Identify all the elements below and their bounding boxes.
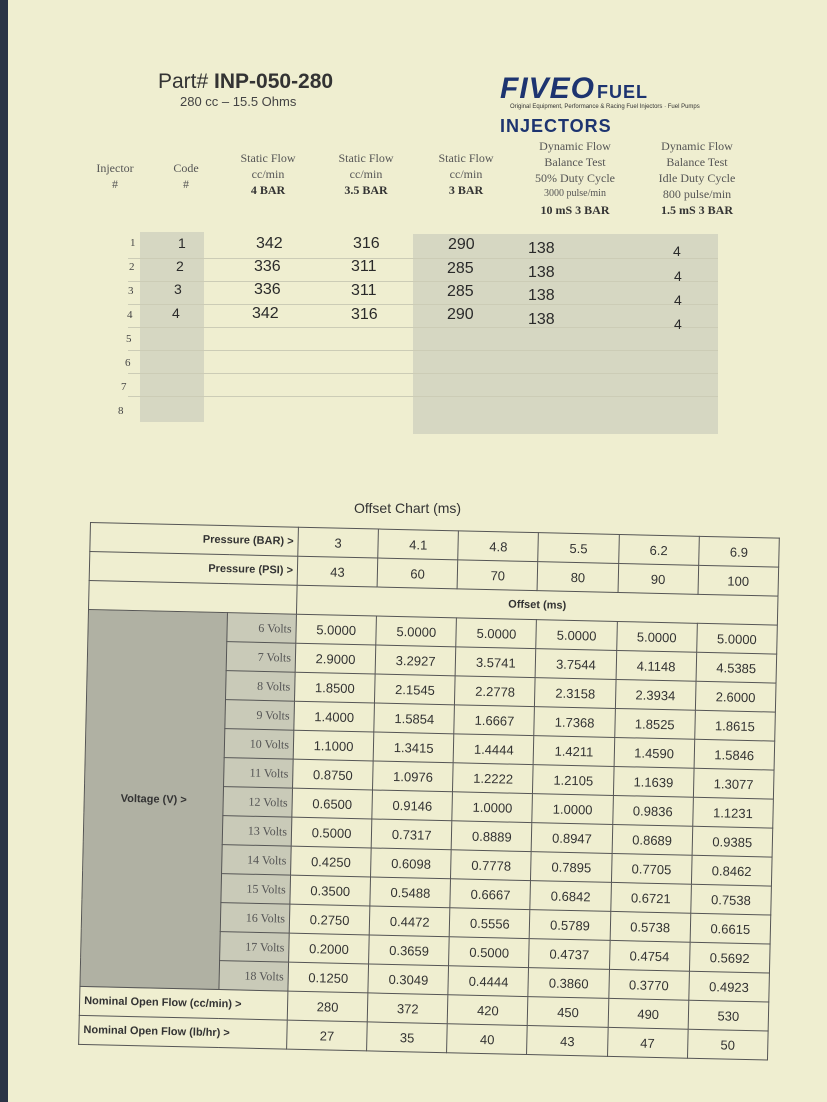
offset-value: 5.0000: [616, 621, 697, 652]
offset-value: 0.7538: [691, 884, 772, 915]
pressure-bar-value: 4.8: [458, 531, 539, 562]
part-subtitle: 280 cc – 15.5 Ohms: [180, 94, 297, 109]
header-static-3bar: Static Flow cc/min 3 BAR: [438, 151, 494, 197]
offset-value: 1.4000: [294, 701, 375, 732]
offset-value: 0.5488: [370, 877, 451, 908]
voltage-row-label: 15 Volts: [221, 874, 291, 905]
offset-value: 0.7778: [451, 850, 532, 881]
voltage-label: Voltage (V) >: [80, 609, 228, 989]
offset-value: 5.0000: [696, 623, 777, 654]
voltage-row-label: 7 Volts: [226, 642, 296, 673]
offset-value: 0.4754: [609, 940, 690, 971]
offset-value: 1.2222: [453, 763, 534, 794]
offset-value: 1.4211: [534, 736, 615, 767]
offset-value: 1.5854: [374, 703, 455, 734]
offset-value: 0.5556: [449, 908, 530, 939]
offset-value: 0.3659: [369, 935, 450, 966]
spec-sheet: [8, 0, 827, 1102]
pressure-bar-label: Pressure (BAR) >: [90, 523, 299, 557]
voltage-row-label: 18 Volts: [219, 961, 289, 992]
offset-value: 0.8750: [293, 759, 374, 790]
offset-value: 2.9000: [295, 643, 376, 674]
fiveo-logo: FIVEO FUEL INJECTORS Original Equipment, Performance & Racing Fuel Injectors · Fuel Pumps: [500, 72, 700, 136]
nominal-cc-label: Nominal Open Flow (cc/min) >: [79, 986, 288, 1020]
nominal-cc-value: 530: [688, 1000, 769, 1031]
offset-value: 0.5692: [689, 942, 770, 973]
voltage-row-label: 11 Volts: [224, 758, 294, 789]
nominal-cc-value: 372: [367, 993, 448, 1024]
row-number: 7: [121, 381, 127, 393]
static-3bar-value: 285: [447, 260, 474, 277]
nominal-lb-value: 35: [367, 1022, 448, 1053]
static-3bar-value: 285: [447, 283, 474, 300]
offset-value: 0.8462: [691, 855, 772, 886]
offset-value: 0.9836: [612, 795, 693, 826]
nominal-lb-value: 27: [287, 1020, 368, 1051]
pressure-psi-value: 70: [457, 560, 538, 591]
offset-value: 0.3500: [290, 875, 371, 906]
pressure-psi-value: 43: [297, 556, 378, 587]
row-number: 8: [118, 405, 124, 417]
blank-corner: [89, 580, 298, 614]
offset-value: 0.6500: [292, 788, 373, 819]
offset-value: 2.3158: [535, 678, 616, 709]
offset-value: 1.8615: [695, 710, 776, 741]
offset-value: 0.5738: [610, 911, 691, 942]
offset-value: 1.7368: [534, 707, 615, 738]
offset-value: 1.4590: [614, 737, 695, 768]
offset-value: 4.1148: [616, 650, 697, 681]
offset-value: 0.6615: [690, 913, 771, 944]
code-value: 1: [178, 235, 186, 251]
pressure-bar-value: 3: [298, 527, 379, 558]
static-35bar-value: 316: [351, 306, 378, 323]
offset-value: 1.3077: [693, 768, 774, 799]
offset-value: 0.1250: [288, 962, 369, 993]
offset-value: 1.5846: [694, 739, 775, 770]
offset-value: 0.6721: [610, 882, 691, 913]
voltage-row-label: 9 Volts: [225, 700, 295, 731]
offset-value: 0.9146: [372, 790, 453, 821]
offset-value: 0.3860: [528, 968, 609, 999]
offset-value: 1.3415: [373, 732, 454, 763]
row-number: 3: [128, 285, 134, 297]
voltage-row-label: 16 Volts: [220, 903, 290, 934]
offset-value: 0.4737: [529, 939, 610, 970]
offset-value: 1.1231: [693, 797, 774, 828]
nominal-lb-value: 43: [527, 1026, 608, 1057]
offset-value: 3.7544: [536, 649, 617, 680]
static-35bar-value: 311: [351, 282, 377, 299]
pressure-psi-value: 90: [618, 563, 699, 594]
offset-value: 0.3770: [608, 969, 689, 1000]
offset-value: 4.5385: [696, 652, 777, 683]
offset-value: 0.4444: [448, 966, 529, 997]
voltage-row-label: 13 Volts: [222, 816, 292, 847]
nominal-cc-value: 280: [287, 991, 368, 1022]
code-value: 2: [176, 258, 184, 274]
dynamic-50-value: 138: [528, 287, 555, 304]
offset-value: 0.9385: [692, 826, 773, 857]
voltage-row-label: 17 Volts: [220, 932, 290, 963]
offset-value: 3.2927: [375, 645, 456, 676]
offset-value: 2.6000: [695, 681, 776, 712]
nominal-cc-value: 490: [608, 998, 689, 1029]
offset-value: 0.5789: [530, 910, 611, 941]
offset-value: 0.6098: [371, 848, 452, 879]
offset-value: 0.4250: [291, 846, 372, 877]
voltage-row-label: 6 Volts: [227, 613, 297, 644]
part-number: Part# INP-050-280: [158, 70, 334, 93]
offset-value: 1.0000: [532, 794, 613, 825]
offset-value: 1.4444: [453, 734, 534, 765]
pressure-bar-value: 6.2: [618, 535, 699, 566]
offset-value: 0.7705: [611, 853, 692, 884]
offset-value: 0.5000: [291, 817, 372, 848]
offset-value: 2.1545: [375, 674, 456, 705]
offset-value: 1.0976: [373, 761, 454, 792]
offset-value: 1.1639: [613, 766, 694, 797]
offset-value: 0.6842: [530, 881, 611, 912]
offset-value: 1.8525: [614, 708, 695, 739]
pressure-psi-value: 80: [538, 562, 619, 593]
row-number: 2: [129, 261, 135, 273]
offset-value: 0.8947: [532, 823, 613, 854]
dynamic-idle-value: 4: [674, 292, 682, 308]
pressure-bar-value: 5.5: [538, 533, 619, 564]
nominal-cc-value: 420: [448, 995, 529, 1026]
dynamic-idle-value: 4: [674, 268, 682, 284]
static-35bar-value: 311: [351, 258, 377, 275]
static-3bar-value: 290: [447, 306, 474, 323]
offset-label: Offset (ms): [296, 585, 778, 625]
nominal-lb-value: 40: [447, 1024, 528, 1055]
offset-value: 0.7895: [531, 852, 612, 883]
nominal-cc-value: 450: [528, 997, 609, 1028]
dynamic-idle-value: 4: [674, 316, 682, 332]
offset-value: 0.6667: [450, 879, 531, 910]
nominal-lb-value: 47: [607, 1027, 688, 1058]
header-static-35bar: Static Flow cc/min 3.5 BAR: [338, 151, 394, 197]
offset-value: 0.8889: [451, 821, 532, 852]
voltage-row-label: 12 Volts: [223, 787, 293, 818]
voltage-row-label: 8 Volts: [226, 671, 296, 702]
static-4bar-value: 336: [254, 281, 281, 298]
header-static-4bar: Static Flow cc/min 4 BAR: [240, 151, 296, 197]
offset-value: 0.5000: [449, 937, 530, 968]
offset-value: 0.2000: [289, 933, 370, 964]
dynamic-50-value: 138: [528, 311, 555, 328]
pressure-bar-value: 4.1: [378, 529, 459, 560]
static-4bar-value: 342: [256, 235, 283, 252]
row-number: 5: [126, 333, 132, 345]
offset-value: 1.2105: [533, 765, 614, 796]
offset-value: 0.8689: [612, 824, 693, 855]
static-4bar-value: 336: [254, 258, 281, 275]
offset-value: 0.7317: [371, 819, 452, 850]
offset-value: 5.0000: [376, 616, 457, 647]
static-4bar-value: 342: [252, 305, 279, 322]
offset-value: 1.1000: [293, 730, 374, 761]
dynamic-50-value: 138: [528, 264, 555, 281]
offset-value: 0.4472: [369, 906, 450, 937]
offset-value: 3.5741: [455, 647, 536, 678]
voltage-row-label: 14 Volts: [222, 845, 292, 876]
row-number: 6: [125, 357, 131, 369]
voltage-row-label: 10 Volts: [224, 729, 294, 760]
offset-value: 0.2750: [289, 904, 370, 935]
offset-value: 0.3049: [368, 964, 449, 995]
pressure-psi-value: 60: [377, 558, 458, 589]
nominal-lb-label: Nominal Open Flow (lb/hr) >: [79, 1015, 288, 1049]
pressure-psi-label: Pressure (PSI) >: [89, 552, 298, 586]
offset-value: 1.6667: [454, 705, 535, 736]
pressure-psi-value: 100: [698, 565, 779, 596]
row-number: 4: [127, 309, 133, 321]
offset-value: 5.0000: [296, 614, 377, 645]
offset-value: 0.4923: [689, 971, 770, 1002]
dynamic-50-value: 138: [528, 240, 555, 257]
code-value: 3: [174, 281, 182, 297]
nominal-lb-value: 50: [687, 1029, 768, 1060]
offset-value: 5.0000: [456, 618, 537, 649]
offset-value: 1.0000: [452, 792, 533, 823]
offset-value: 2.2778: [455, 676, 536, 707]
offset-value: 2.3934: [615, 679, 696, 710]
dynamic-idle-value: 4: [673, 243, 681, 259]
header-code: Code #: [173, 161, 199, 191]
offset-chart-table: [78, 522, 780, 1061]
header-dynamic-idle: Dynamic Flow Balance Test Idle Duty Cycle 800 pulse/min 1.5 mS 3 BAR: [658, 139, 736, 217]
offset-value: 5.0000: [536, 620, 617, 651]
offset-chart-title: Offset Chart (ms): [354, 500, 462, 516]
row-number: 1: [130, 237, 136, 249]
static-3bar-value: 290: [448, 236, 475, 253]
header-injector: Injector #: [96, 161, 134, 191]
pressure-bar-value: 6.9: [698, 536, 779, 567]
header-dynamic-50: Dynamic Flow Balance Test 50% Duty Cycle 3000 pulse/min 10 mS 3 BAR: [535, 139, 615, 217]
code-value: 4: [172, 305, 180, 321]
offset-value: 1.8500: [294, 672, 375, 703]
static-35bar-value: 316: [353, 235, 380, 252]
